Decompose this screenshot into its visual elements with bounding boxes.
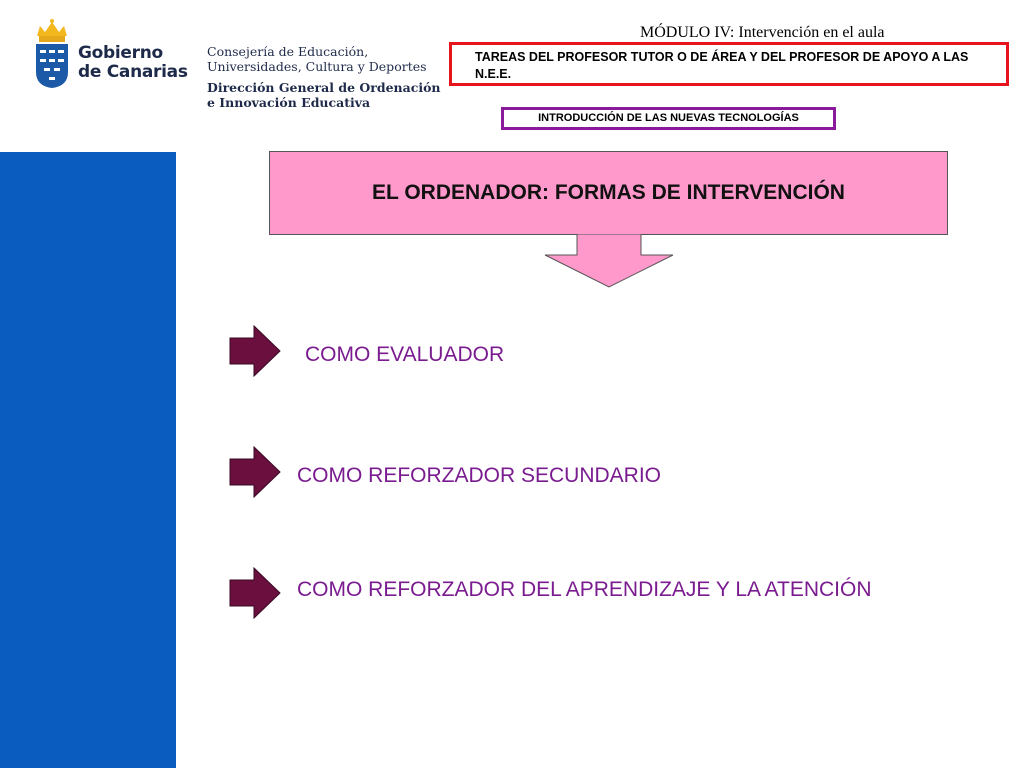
page-title: EL ORDENADOR: FORMAS DE INTERVENCIÓN xyxy=(372,181,845,204)
right-arrow-icon xyxy=(228,325,284,377)
intro-label: INTRODUCCIÓN DE LAS NUEVAS TECNOLOGÍAS xyxy=(501,107,836,130)
right-arrow-icon xyxy=(228,567,284,619)
logo-line: de Canarias xyxy=(78,62,188,82)
tasks-text: TAREAS DEL PROFESOR TUTOR O DE ÁREA Y DEL PROFESOR DE APOYO A LAS N.E.E. xyxy=(475,50,969,81)
department-line: e Innovación Educativa xyxy=(207,95,371,110)
department-line: Dirección General de Ordenación xyxy=(207,80,441,95)
title-box xyxy=(269,151,948,235)
shield-icon xyxy=(36,44,68,88)
right-arrow-icon xyxy=(228,446,284,498)
logo-wordmark xyxy=(78,44,188,82)
logo-line: Gobierno xyxy=(78,43,163,63)
down-arrow-icon xyxy=(542,234,676,290)
module-title: MÓDULO IV: Intervención en el aula xyxy=(640,24,885,41)
department-text xyxy=(207,44,441,110)
side-decoration-bar xyxy=(0,152,176,768)
department-line: Consejería de Educación, xyxy=(207,44,369,59)
list-item: COMO EVALUADOR xyxy=(305,343,505,366)
list-item: COMO REFORZADOR SECUNDARIO xyxy=(297,464,662,487)
crown-icon xyxy=(37,19,67,42)
list-item: COMO REFORZADOR DEL APRENDIZAJE Y LA ATENCIÓN xyxy=(297,578,872,601)
department-line: Universidades, Cultura y Deportes xyxy=(207,59,427,74)
